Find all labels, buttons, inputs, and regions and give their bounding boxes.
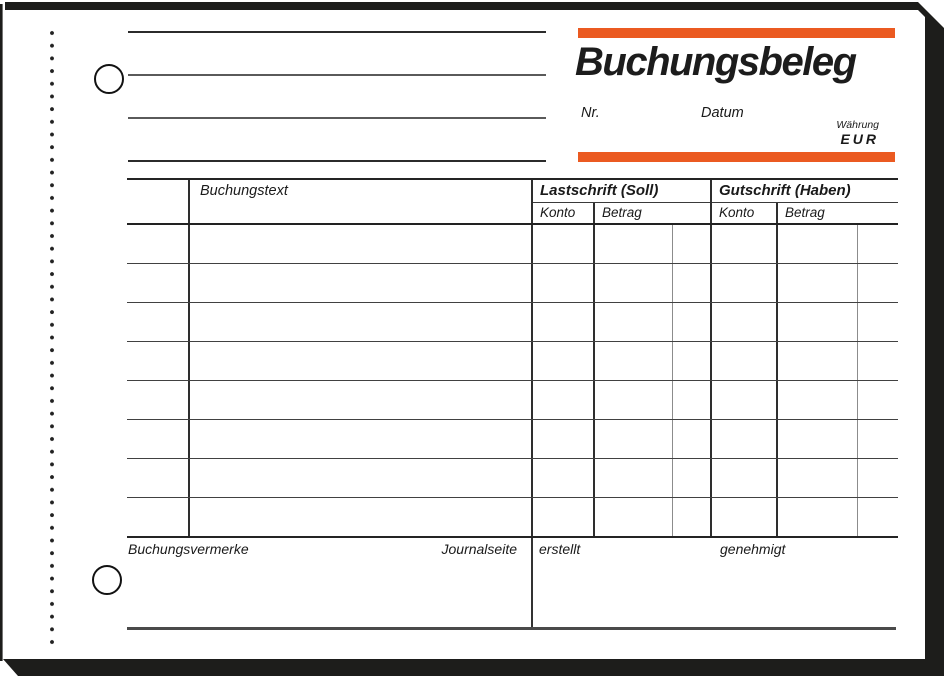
table-row bbox=[127, 420, 898, 459]
cell-buchungstext bbox=[190, 342, 533, 380]
booking-table bbox=[127, 178, 898, 538]
subheader-betrag-credit: Betrag bbox=[785, 204, 825, 220]
cell-credit-betrag bbox=[778, 264, 858, 302]
cell-index bbox=[127, 225, 190, 263]
cell-debit-cents bbox=[673, 498, 712, 536]
writing-line-3 bbox=[128, 117, 546, 119]
cell-index bbox=[127, 381, 190, 419]
currency-block bbox=[836, 120, 879, 147]
footer-label-genehmigt: genehmigt bbox=[720, 541, 786, 557]
subheader-konto-debit: Konto bbox=[533, 203, 595, 224]
cell-debit-betrag bbox=[595, 225, 673, 263]
cell-credit-konto bbox=[712, 342, 778, 380]
cell-credit-konto bbox=[712, 225, 778, 263]
cell-buchungstext bbox=[190, 264, 533, 302]
cell-debit-konto bbox=[533, 420, 595, 458]
cell-credit-betrag bbox=[778, 225, 858, 263]
cell-index bbox=[127, 342, 190, 380]
perforation-dots bbox=[49, 29, 55, 650]
header-group-lastschrift bbox=[533, 180, 712, 223]
cell-credit-konto bbox=[712, 420, 778, 458]
group-label-credit: Gutschrift (Haben) bbox=[712, 180, 898, 203]
writing-line-4 bbox=[128, 160, 546, 162]
cell-credit-konto bbox=[712, 381, 778, 419]
cell-debit-konto bbox=[533, 303, 595, 341]
cell-index bbox=[127, 420, 190, 458]
cell-debit-cents bbox=[673, 459, 712, 497]
cell-credit-konto bbox=[712, 303, 778, 341]
table-row bbox=[127, 381, 898, 420]
footer-label-vermerke: Buchungsvermerke bbox=[128, 541, 249, 557]
cell-credit-betrag bbox=[778, 381, 858, 419]
table-row bbox=[127, 264, 898, 303]
cell-index bbox=[127, 459, 190, 497]
cell-credit-betrag bbox=[778, 459, 858, 497]
cell-buchungstext bbox=[190, 498, 533, 536]
cell-debit-betrag bbox=[595, 381, 673, 419]
cell-credit-konto bbox=[712, 264, 778, 302]
cell-credit-cents bbox=[858, 381, 898, 419]
cell-credit-konto bbox=[712, 498, 778, 536]
header-group-gutschrift bbox=[712, 180, 898, 223]
accent-bar-top bbox=[578, 28, 895, 38]
cell-debit-cents bbox=[673, 264, 712, 302]
table-row bbox=[127, 459, 898, 498]
table-row bbox=[127, 225, 898, 264]
nr-field-label: Nr. bbox=[581, 105, 600, 121]
cell-index bbox=[127, 264, 190, 302]
subheader-betrag-debit: Betrag bbox=[602, 204, 642, 220]
table-header bbox=[127, 180, 898, 225]
footer-divider-vertical bbox=[531, 538, 533, 629]
cell-debit-konto bbox=[533, 264, 595, 302]
cell-buchungstext bbox=[190, 420, 533, 458]
cell-debit-konto bbox=[533, 225, 595, 263]
cell-debit-betrag bbox=[595, 459, 673, 497]
cell-debit-cents bbox=[673, 225, 712, 263]
table-row bbox=[127, 342, 898, 381]
cell-debit-konto bbox=[533, 381, 595, 419]
cell-debit-cents bbox=[673, 381, 712, 419]
cell-credit-cents bbox=[858, 225, 898, 263]
cell-index bbox=[127, 498, 190, 536]
subheader-konto-credit: Konto bbox=[712, 203, 778, 224]
cell-buchungstext bbox=[190, 225, 533, 263]
cell-credit-betrag bbox=[778, 303, 858, 341]
punch-hole-top bbox=[94, 64, 124, 94]
cell-credit-cents bbox=[858, 498, 898, 536]
datum-field-label: Datum bbox=[701, 105, 744, 121]
table-row bbox=[127, 498, 898, 536]
form-title: Buchungsbeleg bbox=[575, 40, 856, 84]
table-row bbox=[127, 303, 898, 342]
footer-label-erstellt: erstellt bbox=[539, 541, 581, 557]
cell-debit-betrag bbox=[595, 264, 673, 302]
cell-buchungstext bbox=[190, 303, 533, 341]
cell-credit-cents bbox=[858, 420, 898, 458]
cell-credit-cents bbox=[858, 342, 898, 380]
cell-debit-konto bbox=[533, 459, 595, 497]
cell-credit-cents bbox=[858, 264, 898, 302]
cell-debit-konto bbox=[533, 342, 595, 380]
currency-code: EUR bbox=[840, 131, 879, 148]
header-cell-index bbox=[127, 180, 190, 223]
cell-debit-cents bbox=[673, 342, 712, 380]
writing-line-2 bbox=[128, 74, 546, 76]
cell-index bbox=[127, 303, 190, 341]
cell-buchungstext bbox=[190, 381, 533, 419]
table-body bbox=[127, 225, 898, 536]
cell-credit-cents bbox=[858, 459, 898, 497]
cell-credit-cents bbox=[858, 303, 898, 341]
subheader-credit bbox=[712, 203, 898, 224]
punch-hole-bottom bbox=[92, 565, 122, 595]
cell-credit-betrag bbox=[778, 498, 858, 536]
cell-debit-konto bbox=[533, 498, 595, 536]
cell-debit-betrag bbox=[595, 342, 673, 380]
cell-debit-betrag bbox=[595, 303, 673, 341]
cell-credit-betrag bbox=[778, 420, 858, 458]
group-label-debit: Lastschrift (Soll) bbox=[533, 180, 710, 203]
subheader-debit bbox=[533, 203, 710, 224]
writing-line-1 bbox=[128, 31, 546, 33]
cell-debit-cents bbox=[673, 303, 712, 341]
cell-debit-betrag bbox=[595, 498, 673, 536]
currency-label: Währung bbox=[836, 119, 879, 131]
cell-credit-betrag bbox=[778, 342, 858, 380]
footer-label-journalseite: Journalseite bbox=[441, 541, 517, 557]
cell-buchungstext bbox=[190, 459, 533, 497]
cell-debit-betrag bbox=[595, 420, 673, 458]
header-cell-buchungstext: Buchungstext bbox=[190, 180, 533, 223]
accent-bar-bottom bbox=[578, 152, 895, 162]
footer-rule-bottom bbox=[127, 627, 896, 630]
cell-debit-cents bbox=[673, 420, 712, 458]
cell-credit-konto bbox=[712, 459, 778, 497]
